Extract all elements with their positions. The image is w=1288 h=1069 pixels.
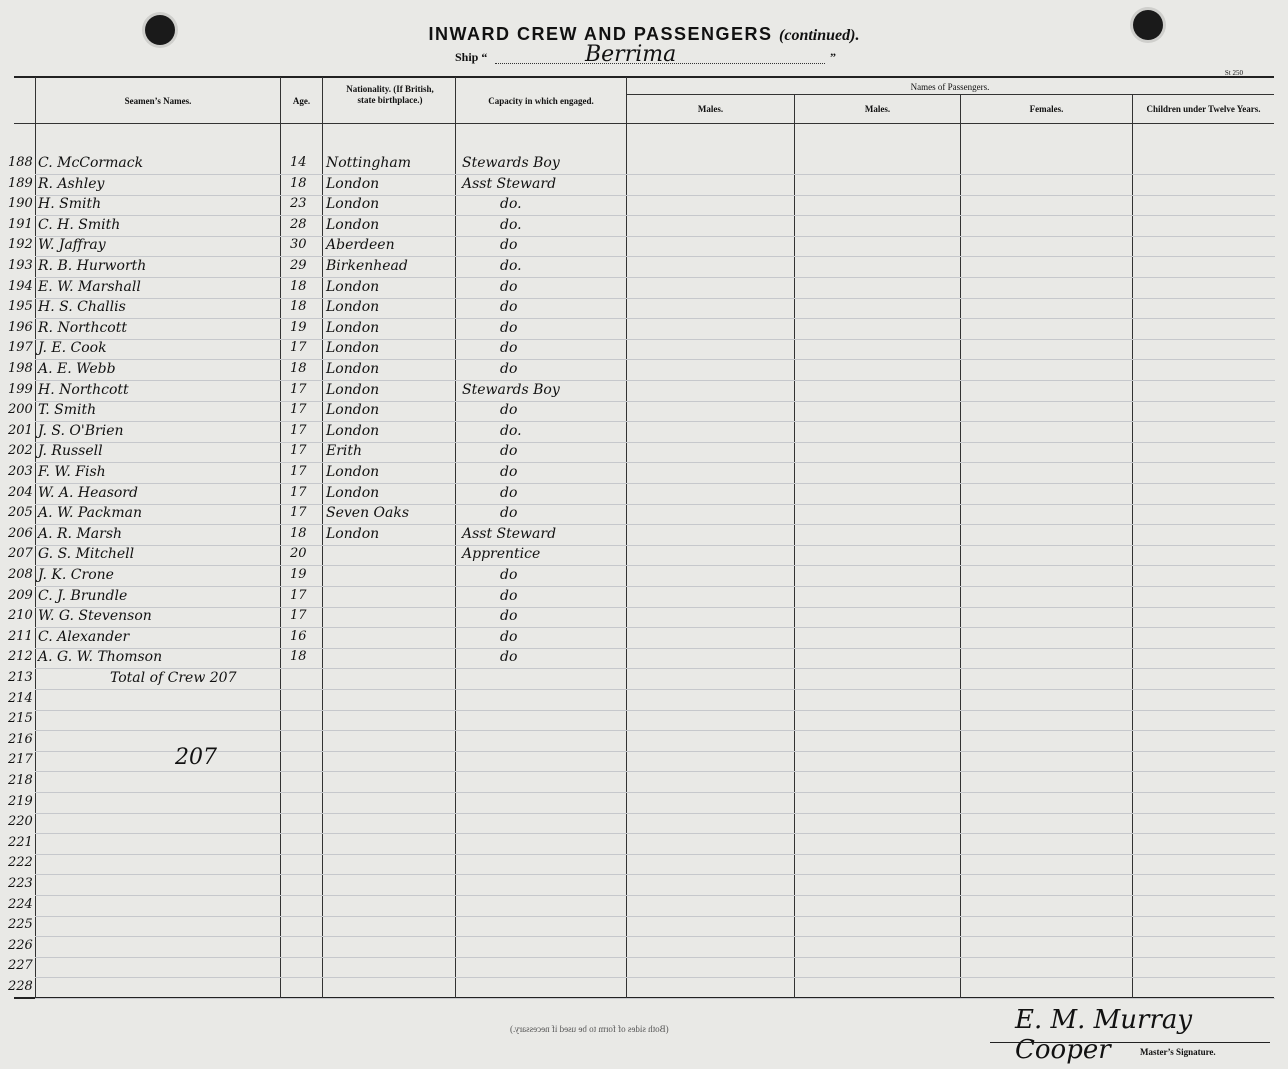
col-line-males1 [794, 95, 795, 998]
row-rule [35, 833, 1275, 834]
row-rule [35, 607, 1275, 608]
row-number: 216 [8, 731, 33, 747]
seaman-name: C. McCormack [38, 155, 144, 171]
row-number: 213 [8, 670, 33, 685]
row-number: 191 [8, 216, 33, 232]
seaman-capacity: do [500, 567, 518, 583]
seaman-name: J. E. Cook [38, 340, 107, 357]
seaman-age: 17 [290, 464, 307, 479]
seaman-age: 29 [290, 258, 307, 273]
header-nationality: Nationality. (If British, state birthplace.) [346, 84, 434, 105]
row-rule [35, 421, 1275, 422]
row-rule [35, 627, 1275, 628]
row-rule [35, 751, 1275, 752]
seaman-age: 14 [290, 155, 307, 170]
seaman-capacity: Asst Steward [462, 525, 557, 542]
row-number: 195 [8, 299, 33, 315]
seaman-age: 23 [290, 196, 307, 212]
seaman-age: 17 [290, 587, 307, 603]
row-number: 214 [8, 690, 33, 706]
row-rule [35, 977, 1275, 978]
row-number: 218 [8, 773, 33, 788]
seaman-capacity: Apprentice [462, 546, 541, 563]
row-rule [35, 256, 1275, 257]
seaman-age: 17 [290, 484, 307, 500]
row-number: 201 [8, 422, 33, 438]
footnote: (Both sides of form to be used if necessary.) [510, 1024, 669, 1034]
seaman-name: J. S. O'Brien [38, 422, 124, 439]
seaman-capacity: do [500, 237, 518, 254]
row-number: 197 [8, 340, 33, 356]
header-capacity: Capacity in which engaged. [488, 96, 594, 106]
seaman-capacity: do [500, 464, 518, 480]
seaman-age: 17 [290, 443, 307, 459]
header-seamens-names: Seamen’s Names. [124, 96, 192, 106]
row-rule [35, 339, 1275, 340]
seaman-age: 18 [290, 175, 307, 191]
signature-line [990, 1042, 1270, 1043]
row-number: 200 [8, 402, 33, 418]
row-rule [35, 318, 1275, 319]
seaman-capacity: do. [500, 258, 522, 274]
seaman-capacity: do [500, 484, 518, 501]
row-number: 193 [8, 258, 33, 273]
row-rule [35, 936, 1275, 937]
seaman-capacity: do. [500, 196, 522, 213]
row-number: 206 [8, 525, 33, 541]
row-number: 220 [8, 814, 33, 830]
ship-close-quote: ” [830, 50, 836, 64]
row-rule [35, 298, 1275, 299]
seaman-nationality: London [326, 381, 380, 398]
col-line-females [1132, 95, 1133, 998]
seaman-age: 17 [290, 340, 307, 356]
header-females: Females. [1029, 104, 1064, 114]
seaman-name: A. R. Marsh [38, 525, 123, 542]
row-number: 192 [8, 237, 33, 253]
row-number: 222 [8, 855, 33, 871]
seaman-name: R. Ashley [38, 175, 105, 192]
row-rule [35, 504, 1275, 505]
row-rule [35, 195, 1275, 196]
header-bottom-line [14, 123, 1274, 124]
seaman-nationality: London [326, 464, 380, 480]
row-rule [35, 380, 1275, 381]
seaman-name: C. H. Smith [38, 216, 121, 233]
seaman-capacity: do. [500, 422, 522, 439]
title-text: INWARD CREW AND PASSENGERS [428, 24, 773, 44]
seaman-capacity: do [500, 608, 518, 625]
ship-name: Berrima [585, 42, 677, 67]
seaman-age: 17 [290, 422, 307, 438]
seaman-name: W. G. Stevenson [38, 608, 152, 625]
row-number: 196 [8, 319, 33, 335]
row-number: 190 [8, 196, 33, 212]
row-rule [35, 442, 1275, 443]
row-number: 217 [8, 752, 33, 768]
seaman-age: 17 [290, 505, 307, 521]
seaman-name: E. W. Marshall [38, 278, 141, 295]
seaman-capacity: do [500, 278, 518, 295]
row-number: 209 [8, 587, 33, 603]
seaman-age: 19 [290, 567, 307, 582]
row-rule [35, 957, 1275, 958]
seaman-capacity: do. [500, 216, 522, 233]
seaman-capacity: do [500, 299, 518, 316]
seaman-name: W. Jaffray [38, 237, 106, 254]
row-rule [35, 565, 1275, 566]
seaman-capacity: do [500, 402, 518, 419]
seaman-nationality: London [326, 361, 380, 377]
row-number: 188 [8, 155, 33, 170]
seaman-capacity: do [500, 319, 518, 336]
seaman-name: A. G. W. Thomson [38, 649, 163, 666]
seaman-name: H. Northcott [38, 381, 129, 398]
seaman-name: G. S. Mitchell [38, 546, 135, 563]
header-age: Age. [292, 96, 311, 106]
row-number: 202 [8, 443, 33, 459]
seaman-age: 16 [290, 628, 307, 644]
seaman-name: R. Northcott [38, 319, 127, 336]
row-number: 227 [8, 958, 33, 974]
row-number: 208 [8, 567, 33, 582]
col-line-males2 [960, 95, 961, 998]
seaman-nationality: London [326, 525, 380, 542]
row-rule [35, 813, 1275, 814]
seaman-capacity: Stewards Boy [462, 155, 560, 171]
row-rule [35, 771, 1275, 772]
row-number: 221 [8, 834, 33, 850]
row-number: 207 [8, 546, 33, 562]
seaman-name: H. Smith [38, 196, 102, 213]
row-rule [35, 689, 1275, 690]
row-number: 194 [8, 278, 33, 294]
seaman-nationality: London [326, 484, 380, 501]
seaman-capacity: do [500, 649, 518, 666]
seaman-capacity: Stewards Boy [462, 381, 560, 398]
seaman-age: 18 [290, 299, 307, 315]
title-suffix: (continued). [779, 27, 860, 44]
row-number: 210 [8, 608, 33, 624]
seaman-nationality: London [326, 340, 380, 357]
row-rule [35, 998, 1275, 999]
row-rule [35, 854, 1275, 855]
form-number: St 250 [1224, 69, 1243, 77]
seaman-capacity: Asst Steward [462, 175, 557, 192]
row-rule [35, 174, 1275, 175]
row-number: 198 [8, 361, 33, 376]
seaman-name: J. Russell [38, 443, 103, 460]
seaman-nationality: London [326, 216, 380, 233]
seaman-capacity: do [500, 505, 518, 522]
seaman-nationality: Erith [326, 443, 363, 460]
row-number: 223 [8, 876, 33, 891]
row-number: 226 [8, 937, 33, 953]
row-rule [35, 730, 1275, 731]
header-children: Children under Twelve Years. [1146, 104, 1261, 114]
row-rule [35, 648, 1275, 649]
row-number: 199 [8, 381, 33, 397]
seaman-name: R. B. Hurworth [38, 258, 147, 274]
seaman-name: F. W. Fish [38, 464, 106, 480]
seaman-name: H. S. Challis [38, 299, 126, 316]
row-number: 224 [8, 896, 33, 912]
seaman-nationality: Nottingham [326, 155, 412, 171]
row-rule [35, 359, 1275, 360]
seaman-capacity: do [500, 340, 518, 357]
header-males-1: Males. [697, 104, 724, 114]
row-rule [35, 710, 1275, 711]
margin-mark: 207 [175, 745, 217, 770]
seaman-nationality: Seven Oaks [326, 505, 410, 522]
seaman-name: T. Smith [38, 402, 97, 419]
seaman-age: 18 [290, 525, 307, 541]
seaman-nationality: London [326, 175, 380, 192]
ship-label: Ship “ [455, 50, 488, 64]
row-number: 225 [8, 917, 33, 933]
row-number: 203 [8, 464, 33, 479]
seaman-nationality: London [326, 319, 380, 336]
seaman-name: W. A. Heasord [38, 484, 138, 501]
seaman-capacity: do [500, 361, 518, 377]
row-number: 215 [8, 711, 33, 727]
seaman-name: C. J. Brundle [38, 587, 128, 604]
seaman-nationality: London [326, 402, 380, 419]
seaman-age: 17 [290, 381, 307, 397]
row-number: 211 [8, 628, 33, 644]
seaman-age: 28 [290, 216, 307, 232]
seaman-nationality: Aberdeen [326, 237, 395, 254]
row-number: 189 [8, 175, 33, 191]
row-rule [35, 792, 1275, 793]
row-rule [35, 277, 1275, 278]
row-number: 212 [8, 649, 33, 665]
header-males-2: Males. [864, 104, 891, 114]
row-rule [35, 401, 1275, 402]
row-rule [35, 895, 1275, 896]
master-signature: E. M. Murray Cooper [1015, 1005, 1193, 1065]
row-rule [35, 483, 1275, 484]
row-rule [35, 236, 1275, 237]
seaman-nationality: London [326, 278, 380, 295]
seaman-capacity: do [500, 587, 518, 604]
row-number: 228 [8, 979, 33, 994]
seaman-age: 18 [290, 649, 307, 665]
seaman-age: 18 [290, 278, 307, 294]
seaman-age: 20 [290, 546, 307, 562]
row-rule [35, 524, 1275, 525]
row-rule [35, 916, 1275, 917]
row-rule [35, 215, 1275, 216]
row-rule [35, 545, 1275, 546]
header-passengers: Names of Passengers. [910, 82, 990, 92]
seaman-name: A. E. Webb [38, 361, 116, 377]
row-number: 205 [8, 505, 33, 521]
seaman-nationality: London [326, 196, 380, 213]
seaman-age: 17 [290, 608, 307, 624]
row-number: 219 [8, 793, 33, 809]
row-rule [35, 874, 1275, 875]
seaman-capacity: do [500, 443, 518, 460]
row-rule [35, 586, 1275, 587]
seaman-name: J. K. Crone [38, 567, 114, 583]
seaman-age: 17 [290, 402, 307, 418]
seaman-capacity: do [500, 628, 518, 645]
seaman-name: A. W. Packman [38, 505, 142, 522]
table-top-border [14, 76, 1274, 78]
seaman-nationality: Birkenhead [326, 258, 408, 274]
seaman-name: C. Alexander [38, 628, 130, 645]
seaman-age: 18 [290, 361, 307, 376]
passenger-subheader-line [626, 94, 1274, 95]
seaman-nationality: London [326, 299, 380, 316]
row-rule [35, 462, 1275, 463]
signature-label: Master’s Signature. [1140, 1047, 1216, 1057]
seaman-age: 19 [290, 319, 307, 335]
row-number: 204 [8, 484, 33, 500]
seaman-age: 30 [290, 237, 307, 253]
seaman-nationality: London [326, 422, 380, 439]
crew-total: Total of Crew 207 [110, 670, 237, 686]
